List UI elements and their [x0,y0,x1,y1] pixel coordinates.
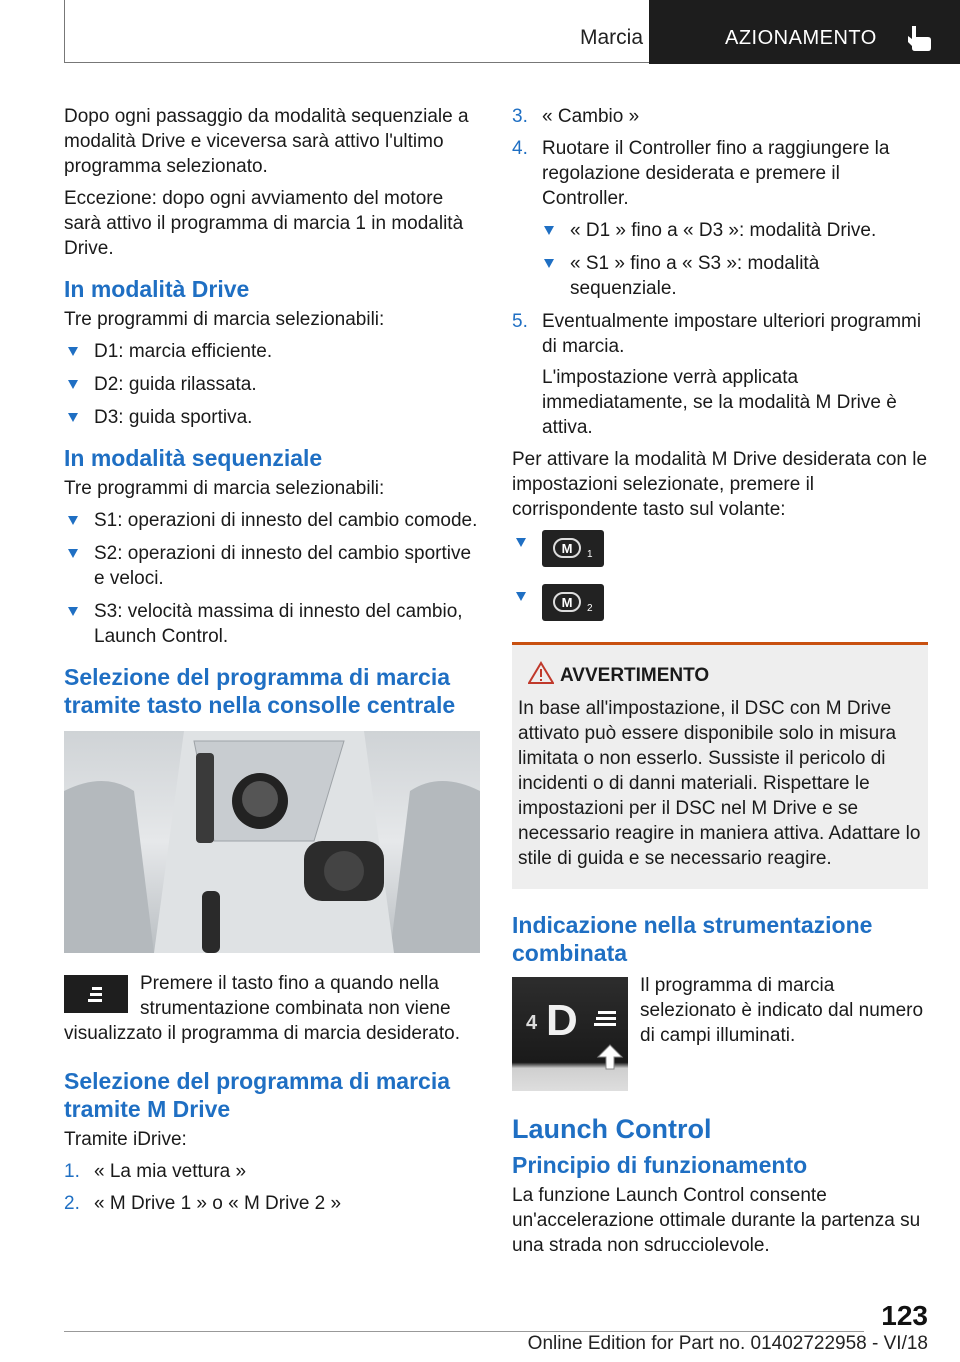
step-number: 2. [64,1193,80,1214]
header-section-label: Marcia [579,26,643,49]
warning-title [518,663,922,688]
list-item [512,218,928,243]
list-item-text: D2: guida rilassata. [94,374,257,395]
right-column [512,104,928,1265]
shift-program-button-image [64,975,128,1013]
list-item [64,541,480,591]
principle-text: La funzione Launch Control consente un'accelerazione ottimale durante la partenza su una strada non sdrucciolevole. [512,1185,921,1256]
svg-text:M: M [561,541,573,556]
list-item [64,1159,480,1184]
list-item [512,251,928,301]
bullet-triangle-icon [68,607,78,616]
mdrive-buttons-list [512,530,928,626]
console-heading: Selezione del programma di marcia tramite tasto nella consolle centrale [64,664,456,718]
drive-intro: Tre programmi di marcia selezionabili: [64,309,385,330]
page-number: 123 [881,1300,928,1331]
mdrive-steps-left [64,1159,480,1216]
hand-pointing-icon [907,24,933,52]
sequential-list [64,508,480,649]
warning-title-text: AVVERTIMENTO [560,665,710,686]
bullet-triangle-icon [68,413,78,422]
header-section-box [64,0,650,63]
sequential-heading: In modalità sequenziale [64,445,323,471]
cluster-gear-letter: D [546,996,578,1045]
drive-list [64,339,480,430]
header-chapter-tab [649,0,960,64]
step-note: L'impostazione verrà applicata immediatamente, se la modalità M Drive è attiva. [542,367,897,438]
shift-program-icon [64,975,128,1013]
step-text: Eventualmente impostare ulteriori programmi di marcia. [542,311,922,357]
list-item-text: « D1 » fino a « D3 »: modalità Drive. [570,220,877,241]
list-item-text: S3: velocità massima di innesto del cambio, Launch Control. [94,601,463,647]
list-item [512,530,928,572]
bullet-triangle-icon [68,380,78,389]
list-item-text: D3: guida sportiva. [94,407,253,428]
list-item [512,584,928,626]
cluster-gear-number: 4 [526,1012,538,1034]
console-text: Premere il tasto fino a quando nella strumentazione combinata non viene visualizzato il programma di marcia desiderato. [64,973,460,1044]
activate-text: Per attivare la modalità M Drive desiderata con le impostazioni selezionate, premere il corrispondente tasto sul volante: [512,449,928,520]
step-number: 5. [512,311,528,332]
footer-edition: Online Edition for Part no. 01402722958 - VI/18 [527,1333,928,1354]
list-item-text: D1: marcia efficiente. [94,341,273,362]
bullet-triangle-icon [68,347,78,356]
list-item [64,372,480,397]
step-text: Ruotare il Controller fino a raggiungere la regolazione desiderata e premere il Controller. [542,138,890,209]
instrument-cluster-illustration [512,977,628,1091]
step-text: « Cambio » [542,106,640,127]
list-item [64,405,480,430]
sequential-intro: Tre programmi di marcia selezionabili: [64,478,385,499]
intro-paragraph-2: Eccezione: dopo ogni avviamento del motore sarà attivo il programma di marcia 1 in modalità Drive. [64,188,464,259]
bullet-triangle-icon [544,226,554,235]
list-item [512,104,928,129]
warning-text: In base all'impostazione, il DSC con M Drive attivato può essere disponibile solo in misura limitata o non esserlo. Sussiste il pericolo di incidenti o di danni materiali. Rispettare le impostazioni per il DSC nel M Drive e se necessario reagire in maniera attiva. Adattare lo stile di guida e se necessario reagire. [518,698,921,869]
bullet-triangle-icon [516,592,526,601]
bullet-triangle-icon [68,549,78,558]
warning-box [512,642,928,889]
step-number: 1. [64,1161,80,1182]
bullet-triangle-icon [544,259,554,268]
m2-icon [542,584,604,621]
cluster-section [512,973,928,1099]
list-item [64,339,480,364]
mdrive-heading: Selezione del programma di marcia tramite M Drive [64,1068,451,1122]
step-number: 4. [512,138,528,159]
mdrive-steps-right [512,104,928,211]
list-item [512,309,928,440]
list-item-text: « S1 » fino a « S3 »: modalità sequenziale. [570,253,820,299]
step-number: 3. [512,106,528,127]
left-column [64,104,480,1223]
intro-paragraph-1: Dopo ogni passaggio da modalità sequenziale a modalità Drive e viceversa sarà attivo l'ultimo programma selezionato. [64,106,469,177]
svg-text:M: M [561,595,573,610]
list-item [64,599,480,649]
footer-divider [64,1331,864,1332]
page-header [64,0,960,64]
step-text: « La mia vettura » [94,1161,247,1182]
svg-text:2: 2 [587,603,593,614]
list-item [64,1191,480,1216]
bullet-triangle-icon [68,516,78,525]
list-item [512,136,928,211]
principle-heading: Principio di funzionamento [512,1152,808,1178]
header-chapter-label: AZIONAMENTO [725,27,877,49]
m1-icon [542,530,604,567]
cluster-heading: Indicazione nella strumentazione combinata [512,912,873,966]
launch-control-heading: Launch Control [512,1114,712,1144]
warning-triangle-icon [528,661,554,685]
list-item-text: S2: operazioni di innesto del cambio sportive e veloci. [94,543,472,589]
mode-sub-list [512,218,928,301]
step-text: « M Drive 1 » o « M Drive 2 » [94,1193,342,1214]
center-console-illustration [64,731,480,953]
mdrive-intro: Tramite iDrive: [64,1129,187,1150]
instrument-cluster-image [512,977,628,1091]
drive-heading: In modalità Drive [64,276,250,302]
center-console-photo [64,731,480,953]
svg-text:1: 1 [587,549,593,560]
list-item-text: S1: operazioni di innesto del cambio comode. [94,510,478,531]
mdrive-step-5 [512,309,928,440]
bullet-triangle-icon [516,538,526,547]
list-item [64,508,480,533]
m1-button-image [542,530,604,567]
cluster-text: Il programma di marcia selezionato è indicato dal numero di campi illuminati. [640,975,924,1046]
m2-button-image [542,584,604,621]
